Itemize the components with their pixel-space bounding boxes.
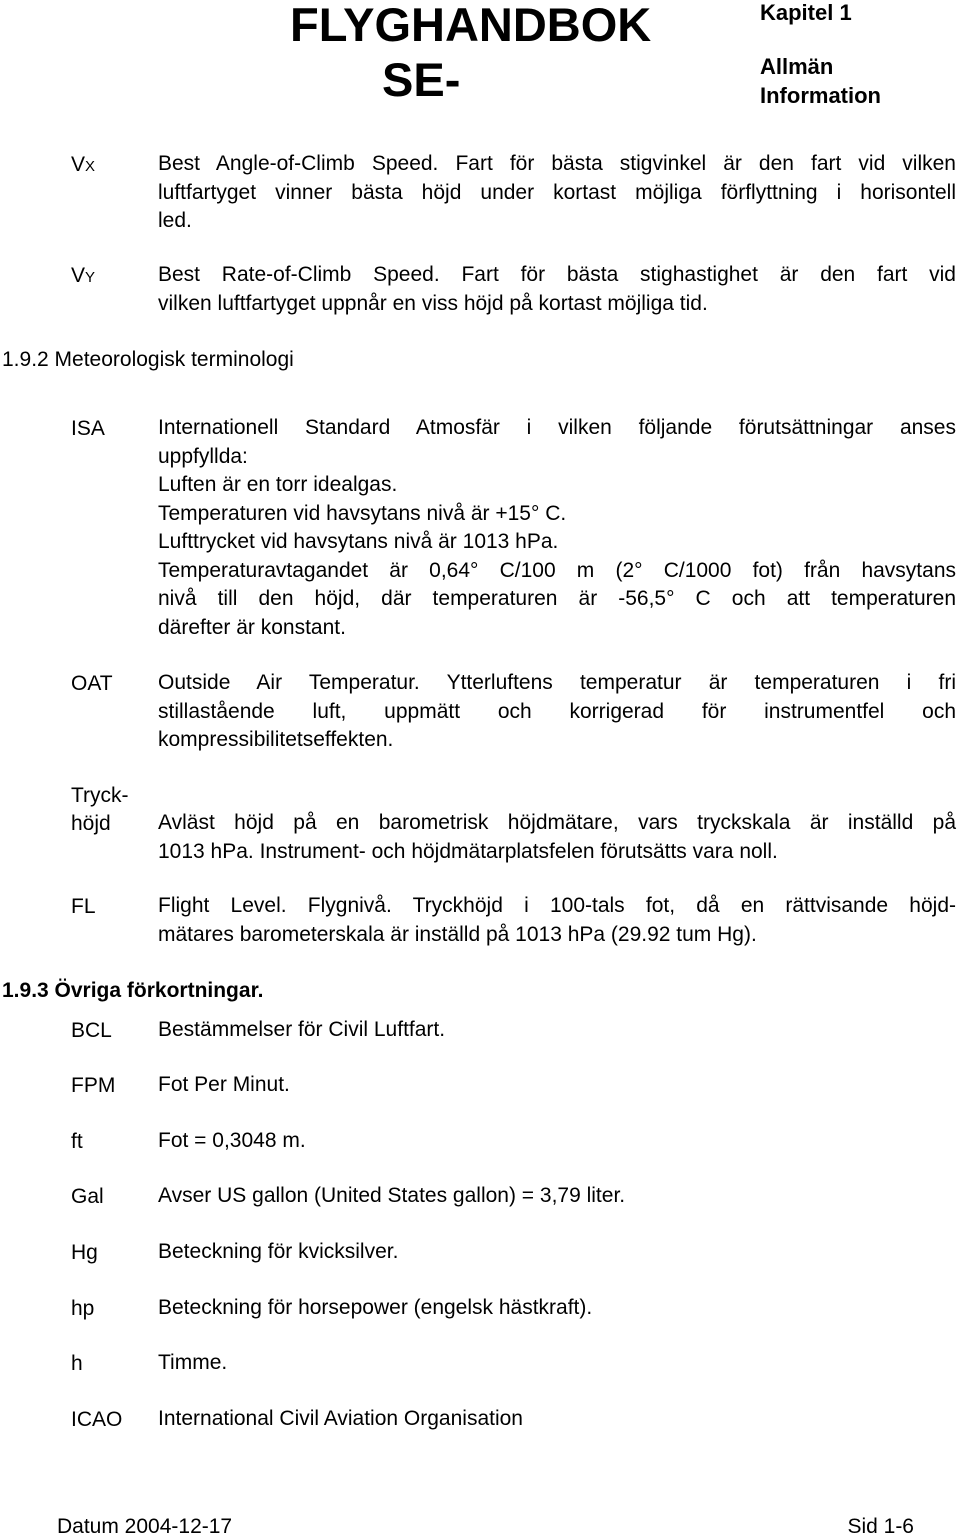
document-title-line2: SE- [382, 53, 461, 106]
term-h: h [71, 1352, 83, 1375]
footer-page-number: Sid 1-6 [847, 1515, 914, 1538]
term-fpm: FPM [71, 1074, 116, 1097]
definition-tryckhojd: Avläst höjd på en barometrisk höjdmätare, vars tryckskala är inställd på 1013 hPa. Instrument- och höjdmätarplatsfelen förutsätts vara noll. [158, 811, 956, 863]
term-vx: VX [71, 153, 96, 176]
heading-1-9-3: 1.9.3 Övriga förkortningar. [2, 979, 264, 1002]
definition-hp: Beteckning för horsepower (engelsk hästkraft). [158, 1296, 593, 1319]
term-ft: ft [71, 1130, 83, 1153]
term-tryckhojd: Tryck- höjd [71, 784, 129, 835]
document-title-line1: FLYGHANDBOK [290, 0, 652, 51]
section-label-line1: Allmän [760, 54, 834, 79]
definition-isa: Internationell Standard Atmosfär i vilken följande förutsättningar anses uppfyllda: Luften är en torr idealgas. Temperaturen vid havsytans nivå är +15° C. Lufttrycket vid havsytans nivå är 1013 hPa. Temperaturavtagandet är 0,64° C/100 m (2° C/1000 fot) från havsytans nivå till den höjd, där temperaturen är -56,5° C och att temperaturen därefter är konstant. [158, 416, 956, 639]
definition-gal: Avser US gallon (United States gallon) = 3,79 liter. [158, 1184, 626, 1207]
chapter-label: Kapitel 1 [760, 0, 852, 25]
definition-hg: Beteckning för kvicksilver. [158, 1240, 399, 1263]
definition-vx: Best Angle-of-Climb Speed. Fart för bästa stigvinkel är den fart vid vilken luftfartyget vinner bästa höjd under kortast möjliga förflyttning i horisontell led. [158, 152, 956, 232]
term-oat: OAT [71, 672, 113, 695]
heading-1-9-2: 1.9.2 Meteorologisk terminologi [2, 348, 294, 371]
definition-fpm: Fot Per Minut. [158, 1073, 290, 1096]
definition-fl: Flight Level. Flygnivå. Tryckhöjd i 100-tals fot, då en rättvisande höjd- mätares barometerskala är inställd på 1013 hPa (29.92 tum Hg). [158, 894, 956, 946]
term-vy: VY [71, 264, 96, 287]
definition-vy: Best Rate-of-Climb Speed. Fart för bästa stighastighet är den fart vid vilken luftfartyget uppnår en viss höjd på kortast möjliga tid. [158, 263, 956, 315]
definition-h: Timme. [158, 1351, 228, 1374]
definition-ft: Fot = 0,3048 m. [158, 1129, 306, 1152]
definition-oat: Outside Air Temperatur. Ytterluftens temperatur är temperaturen i fri stillastående luft, uppmätt och korrigerad för instrumentfel och kompressibilitetseffekten. [158, 671, 956, 751]
section-label-line2: Information [760, 83, 881, 108]
term-gal: Gal [71, 1185, 104, 1208]
term-icao: ICAO [71, 1408, 123, 1431]
footer-date: Datum 2004-12-17 [57, 1515, 233, 1538]
definition-bcl: Bestämmelser för Civil Luftfart. [158, 1018, 446, 1041]
term-fl: FL [71, 895, 96, 918]
term-hp: hp [71, 1297, 95, 1320]
term-isa: ISA [71, 417, 105, 440]
definition-icao: International Civil Aviation Organisation [158, 1407, 523, 1430]
term-hg: Hg [71, 1241, 98, 1264]
term-bcl: BCL [71, 1019, 112, 1042]
